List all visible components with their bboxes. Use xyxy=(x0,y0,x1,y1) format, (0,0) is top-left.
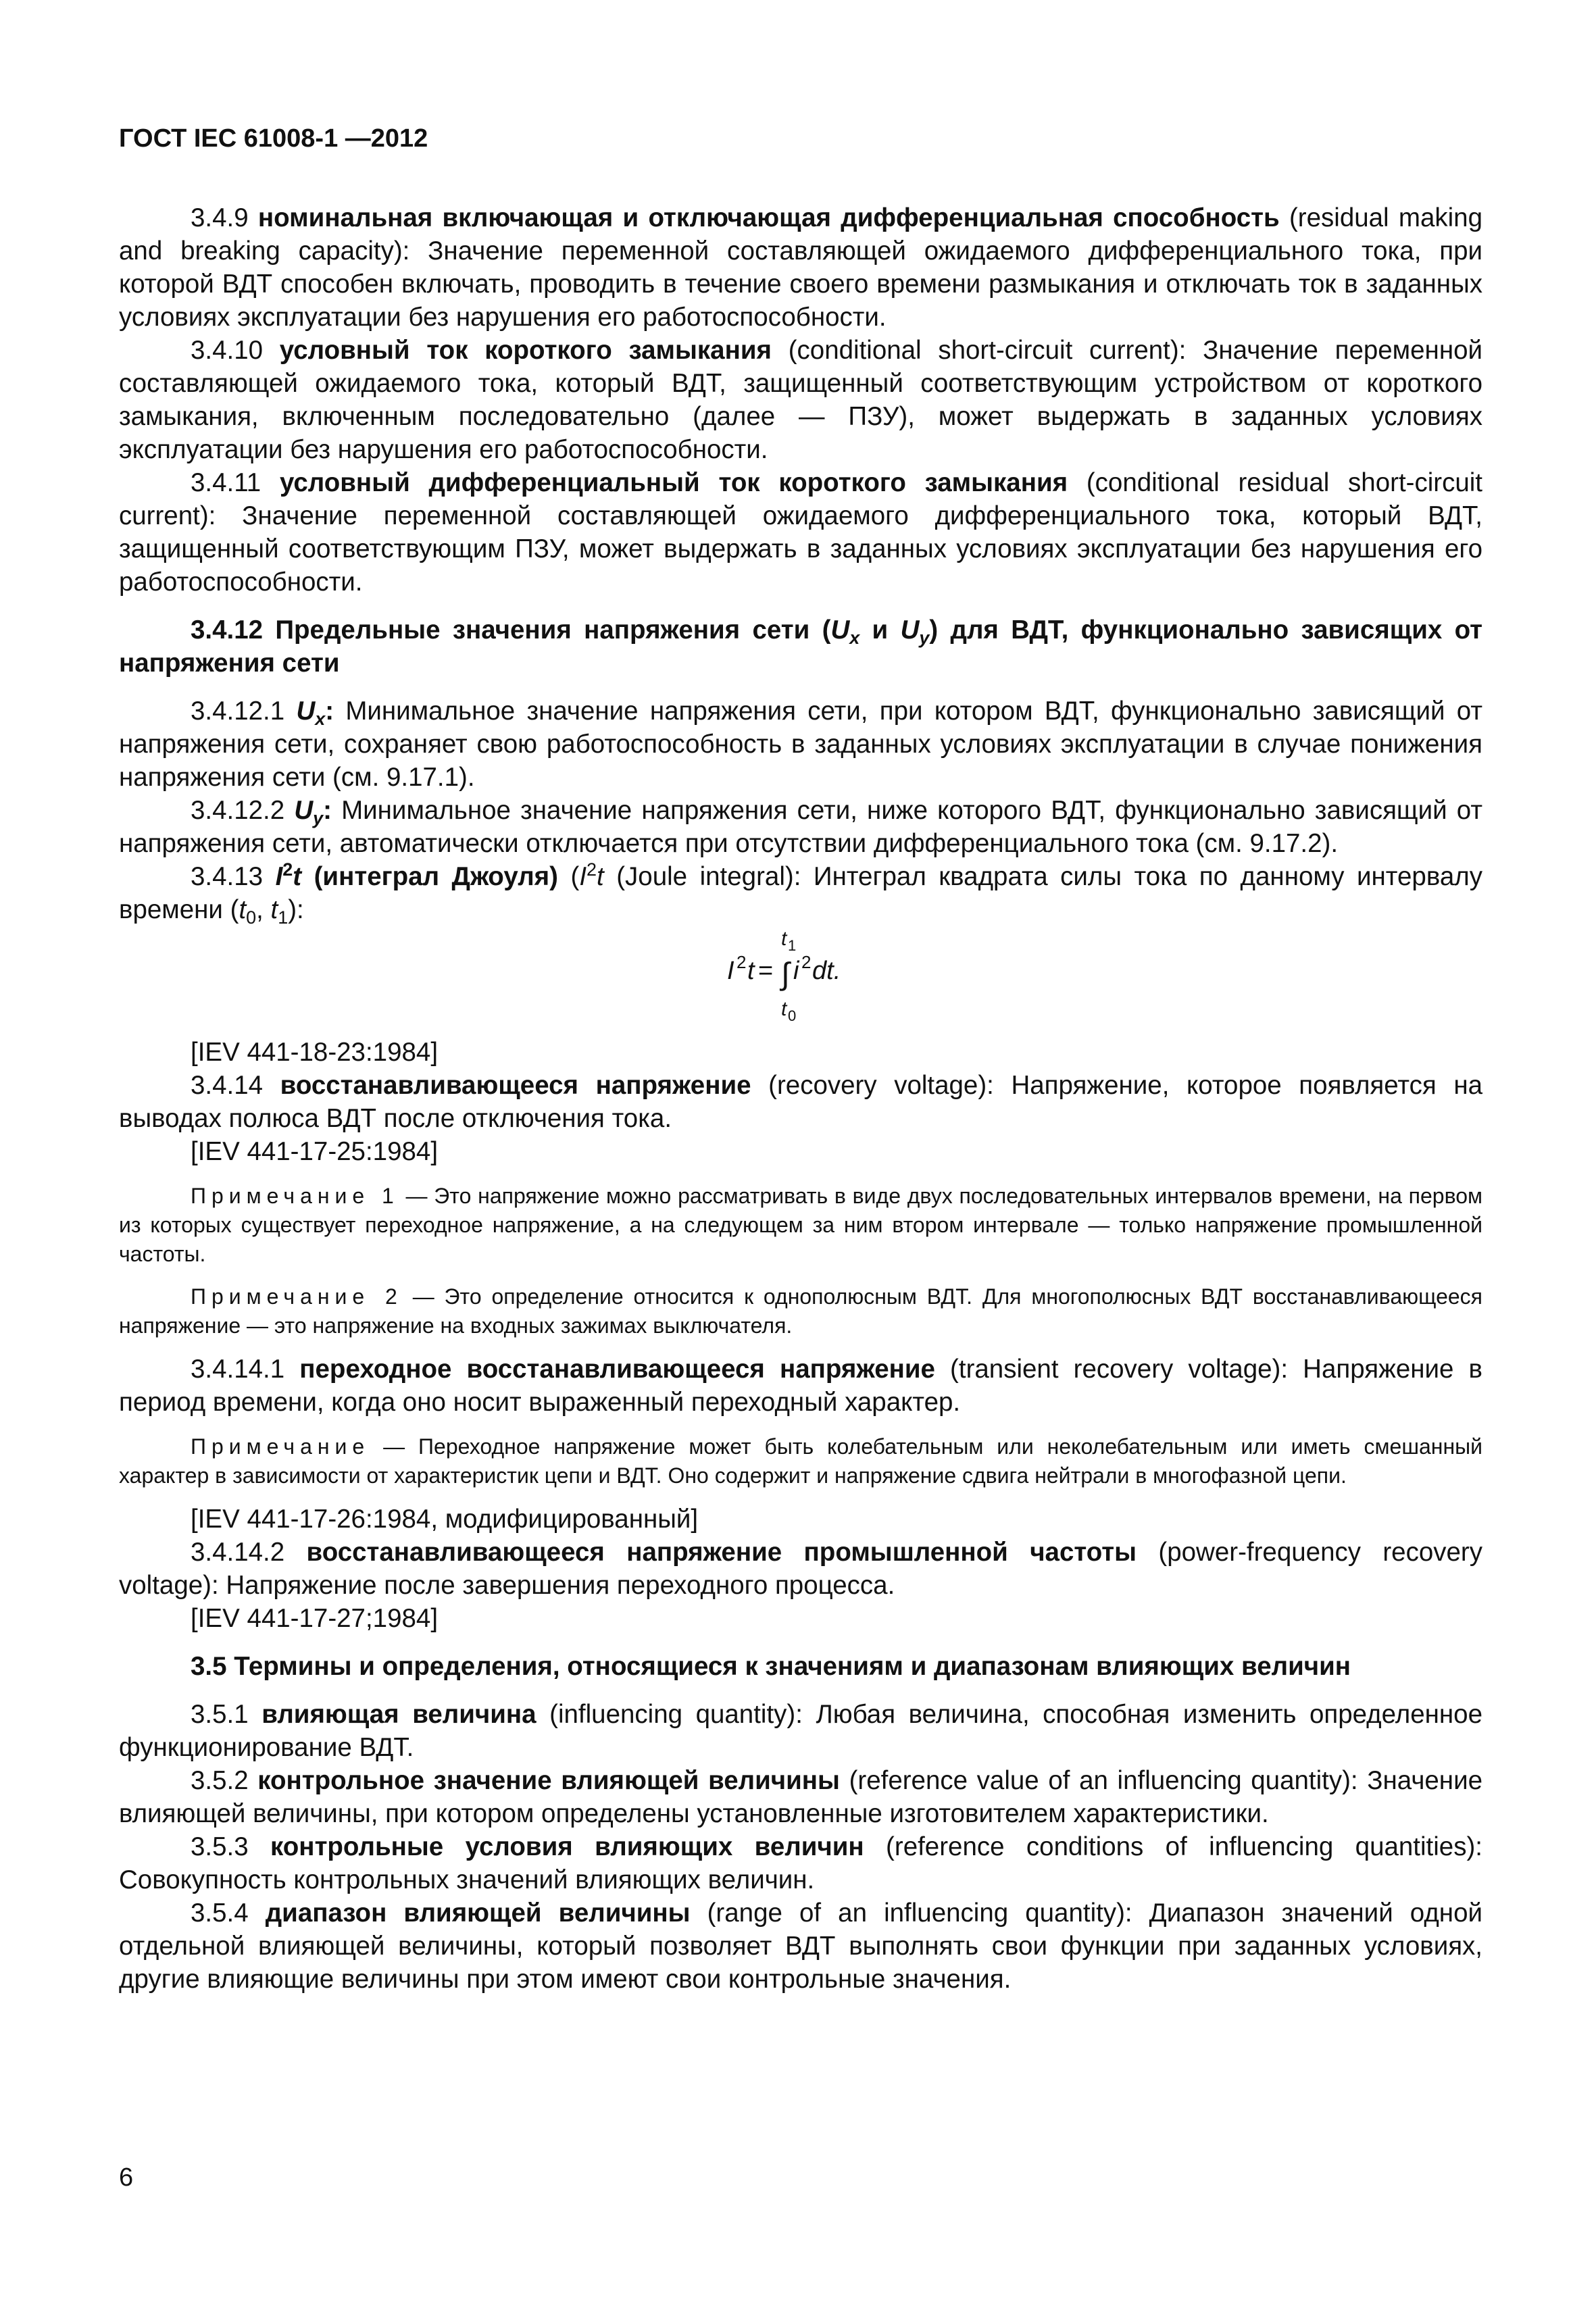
note-text: — Это напряжение можно рассматривать в виде двух последовательных интервалов времени, на первом из которых существует переходное напряжение, а на следующем за ним втором интервале — только напряжение промышленной частоты. xyxy=(119,1184,1483,1266)
clause-number: 3.5.4 xyxy=(191,1898,266,1928)
clause-3-4-11 xyxy=(119,466,1482,599)
definition-text: (power-frequency recovery voltage): Напряжение после завершения переходного процесса. xyxy=(119,1538,1482,1600)
clause-number: 3.5.2 xyxy=(191,1766,258,1795)
formula-lhs-i: I xyxy=(727,957,734,985)
note-label: Примечание 1 xyxy=(191,1184,399,1208)
note-text: — Это определение относится к однополюсным ВДТ. Для многополюсных ВДТ восстанавливающееся напряжение — это напряжение на входных зажимах выключателя. xyxy=(119,1284,1483,1338)
clause-3-4-12-1: 3.4.12.1 $U_x$: Минимальное значение напряжения сети, при котором ВДТ, функционально зависящий от напряжения сети, сохраняет свою работоспособность в заданных условиях эксплуатации в случае понижения напряжения сети (см. 9.17.1). xyxy=(119,697,1482,792)
clause-number: 3.4.9 xyxy=(191,203,258,232)
clause-number: 3.4.10 xyxy=(191,336,280,365)
formula-lower-sub: 0 xyxy=(788,1007,797,1024)
term: диапазон влияющей величины xyxy=(265,1898,691,1928)
document-header: ГОСТ IEC 61008-1 —2012 xyxy=(119,124,428,153)
note-text: — Переходное напряжение может быть колебательным или неколебательным или иметь смешанный характер в зависимости от характеристик цепи и ВДТ. Оно содержит и напряжение сдвига нейтрали в многофазной цепи. xyxy=(119,1434,1482,1488)
note-1 xyxy=(119,1182,1482,1269)
definition-text: (conditional short-circuit current): Значение переменной составляющей ожидаемого тока, который ВДТ, защищенный соответствующим устройством от короткого замыкания, включенным последовательно (далее — ПЗУ), может выдержать в заданных условиях эксплуатации без нарушения его работоспособности. xyxy=(119,336,1483,464)
term: переходное восстанавливающееся напряжение xyxy=(299,1355,935,1384)
definition-text: (recovery voltage): Напряжение, которое появляется на выводах полюса ВДТ после отключения тока. xyxy=(119,1071,1482,1133)
note-3 xyxy=(119,1432,1482,1490)
definition-text: Минимальное значение напряжения сети, ниже которого ВДТ, функционально зависящий от напряжения сети, автоматически отключается при отсутствии дифференциального тока (см. 9.17.2). xyxy=(119,796,1482,858)
clause-3-4-14 xyxy=(119,1069,1482,1135)
clause-number: 3.4.13 xyxy=(191,862,276,891)
definition-text: (conditional residual short-circuit current): Значение переменной составляющей ожидаемого дифференциального тока, который ВДТ, защищенный соответствующим ПЗУ, может выдержать в заданных условиях эксплуатации без нарушения его работоспособности. xyxy=(119,468,1482,597)
formula-dt: dt. xyxy=(812,957,841,985)
clause-3-4-14-1 xyxy=(119,1353,1482,1419)
clause-3-5-3 xyxy=(119,1830,1482,1896)
clause-3-4-13: 3.4.13 $I^2t$ (интеграл Джоуля) ($I^2t$ (Joule integral): Интеграл квадрата силы тока по данному интервалу времени ($t_0$, $t_1$): xyxy=(119,859,1482,928)
term: условный дифференциальный ток короткого замыкания xyxy=(279,468,1068,497)
formula-integrand: i xyxy=(793,957,799,985)
clause-3-4-10 xyxy=(119,334,1482,466)
page-number: 6 xyxy=(119,2163,134,2192)
term: восстанавливающееся напряжение промышленной частоты xyxy=(306,1538,1137,1567)
clause-number: 3.4.14.1 xyxy=(191,1355,300,1384)
definition-text: (range of an influencing quantity): Диапазон значений одной отдельной влияющей величины, который позволяет ВДТ выполнять свои функции при заданных условиях, другие влияющие величины при этом имеют свои контрольные значения. xyxy=(119,1898,1482,1994)
clause-number: 3.5.3 xyxy=(191,1832,271,1861)
formula-svg xyxy=(714,930,916,1032)
clause-3-5-4 xyxy=(119,1896,1482,1996)
reference-iev: [IEV 441-18-23:1984] xyxy=(191,1038,439,1067)
section-heading-3-5: 3.5 Термины и определения, относящиеся к значениям и диапазонам влияющих величин xyxy=(191,1652,1351,1681)
definition-text: (reference value of an influencing quantity): Значение влияющей величины, при котором определены установленные изготовителем характеристики. xyxy=(119,1766,1482,1828)
reference-iev: [IEV 441-17-27;1984] xyxy=(191,1604,439,1633)
clause-number: 3.4.12.1 xyxy=(191,697,297,726)
term: контрольное значение влияющей величины xyxy=(257,1766,840,1795)
integral-sign: ∫ xyxy=(781,956,790,991)
formula-equals: = xyxy=(758,957,774,985)
reference-iev: [IEV 441-17-26:1984, модифицированный] xyxy=(191,1505,699,1534)
term: номинальная включающая и отключающая дифференциальная способность xyxy=(257,203,1280,232)
note-2 xyxy=(119,1282,1482,1340)
term: контрольные условия влияющих величин xyxy=(270,1832,864,1861)
clause-number: 3.4.12.2 xyxy=(191,796,295,825)
clause-3-4-9 xyxy=(119,201,1482,334)
note-label: Примечание xyxy=(191,1434,370,1459)
clause-number: 3.4.14 xyxy=(191,1071,280,1100)
note-label: Примечание 2 xyxy=(191,1284,403,1309)
clause-3-5-2 xyxy=(119,1764,1482,1830)
clause-3-4-14-2 xyxy=(119,1536,1482,1602)
formula-upper-limit: t xyxy=(781,930,787,950)
definition-text: (transient recovery voltage): Напряжение в период времени, когда оно носит выраженный переходный характер. xyxy=(119,1355,1482,1417)
definition-text: (reference conditions of influencing quantities): Совокупность контрольных значений влияющих величин. xyxy=(119,1832,1482,1894)
formula-lhs-t: t xyxy=(747,957,755,985)
reference-iev: [IEV 441-17-25:1984] xyxy=(191,1137,439,1166)
clause-3-4-12-2: 3.4.12.2 $U_y$: Минимальное значение напряжения сети, ниже которого ВДТ, функционально зависящий от напряжения сети, автоматически отключается при отсутствии дифференциального тока (см. 9.17.2). xyxy=(119,796,1482,858)
definition-text: (influencing quantity): Любая величина, способная изменить определенное функционирование ВДТ. xyxy=(119,1700,1483,1762)
clause-number: 3.4.14.2 xyxy=(191,1538,307,1567)
section-heading-3-4-12: 3.4.12 Предельные значения напряжения сети ($U_x$ и $U_y$) для ВДТ, функционально зависящих от напряжения сети xyxy=(119,615,1483,678)
formula-lhs-exp: 2 xyxy=(737,952,747,972)
formula-integrand-exp: 2 xyxy=(801,952,812,972)
definition-text: Минимальное значение напряжения сети, при котором ВДТ, функционально зависящий от напряжения сети, сохраняет свою работоспособность в заданных условиях эксплуатации в случае понижения напряжения сети (см. 9.17.1). xyxy=(119,697,1482,792)
clause-number: 3.5.1 xyxy=(191,1700,262,1729)
formula-upper-sub: 1 xyxy=(788,937,797,954)
formula-lower-limit: t xyxy=(781,998,787,1020)
definition-text: (residual making and breaking capacity): Значение переменной составляющей ожидаемого дифференциального тока, при которой ВДТ способен включать, проводить в течение своего времени размыкания и отключать ток в заданных условиях эксплуатации без нарушения его работоспособности. xyxy=(119,203,1482,332)
term: влияющая величина xyxy=(261,1700,537,1729)
term: условный ток короткого замыкания xyxy=(279,336,772,365)
clause-number: 3.4.11 xyxy=(191,468,280,497)
joule-integral-formula xyxy=(119,930,1482,1032)
document-body xyxy=(119,201,1482,1996)
term: восстанавливающееся напряжение xyxy=(280,1071,751,1100)
clause-3-5-1 xyxy=(119,1698,1482,1764)
